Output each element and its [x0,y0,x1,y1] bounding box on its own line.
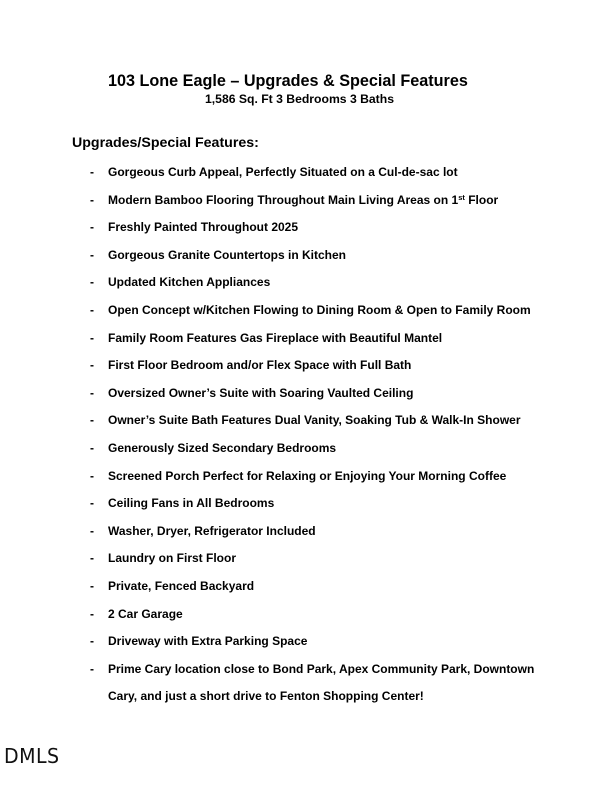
feature-text: Gorgeous Granite Countertops in Kitchen [108,247,347,262]
feature-text: 2 Car Garage [108,606,183,621]
section-heading: Upgrades/Special Features: [72,135,259,151]
feature-text: Generously Sized Secondary Bedrooms [108,440,337,455]
dash-bullet: - [90,661,94,676]
dash-bullet: - [90,385,94,400]
dash-bullet: - [90,302,94,317]
feature-text: Gorgeous Curb Appeal, Perfectly Situated on a Cul-de-sac lot [108,165,458,179]
feature-text: Prime Cary location close to Bond Park, Apex Community Park, Downtown [108,661,535,676]
dash-bullet: - [90,220,94,235]
ordinal-superscript: st [458,192,465,202]
dash-bullet: - [90,468,94,483]
feature-text: Driveway with Extra Parking Space [108,634,308,649]
dash-bullet: - [90,165,94,179]
dash-bullet: - [90,578,94,593]
feature-text: Updated Kitchen Appliances [108,275,271,290]
feature-text-suffix: Floor [464,192,499,207]
feature-text: Screened Porch Perfect for Relaxing or Enjoying Your Morning Coffee [108,468,507,483]
feature-text: Laundry on First Floor [108,551,236,566]
feature-text: Family Room Features Gas Fireplace with Beautiful Mantel [108,330,443,345]
dash-bullet: - [90,275,94,290]
feature-text: Washer, Dryer, Refrigerator Included [108,523,316,538]
dash-bullet: - [90,496,94,511]
feature-text: Oversized Owner’s Suite with Soaring Vaulted Ceiling [108,385,414,400]
dash-bullet: - [90,413,94,428]
dash-bullet: - [90,358,94,373]
feature-text: First Floor Bedroom and/or Flex Space with Full Bath [108,358,412,373]
dash-bullet: - [90,192,94,207]
feature-text: Open Concept w/Kitchen Flowing to Dining Room & Open to Family Room [108,302,531,317]
feature-text-main: Modern Bamboo Flooring Throughout Main Living Areas on 1 [108,192,459,207]
document-title: 103 Lone Eagle – Upgrades & Special Features [108,72,468,90]
dash-bullet: - [90,551,94,566]
dash-bullet: - [90,606,94,621]
dash-bullet: - [90,634,94,649]
feature-text: Private, Fenced Backyard [108,578,255,593]
dash-bullet: - [90,440,94,455]
document-subtitle: 1,586 Sq. Ft 3 Bedrooms 3 Baths [205,92,394,106]
dmls-watermark-logo: DMLS [4,744,60,768]
dash-bullet: - [90,330,94,345]
feature-text: Ceiling Fans in All Bedrooms [108,496,275,511]
feature-text: Owner’s Suite Bath Features Dual Vanity, Soaking Tub & Walk-In Shower [108,413,521,428]
feature-text-continuation: Cary, and just a short drive to Fenton Shopping Center! [108,689,424,704]
feature-text [108,193,498,207]
feature-text: Freshly Painted Throughout 2025 [108,220,299,235]
dash-bullet: - [90,523,94,538]
dash-bullet: - [90,247,94,262]
